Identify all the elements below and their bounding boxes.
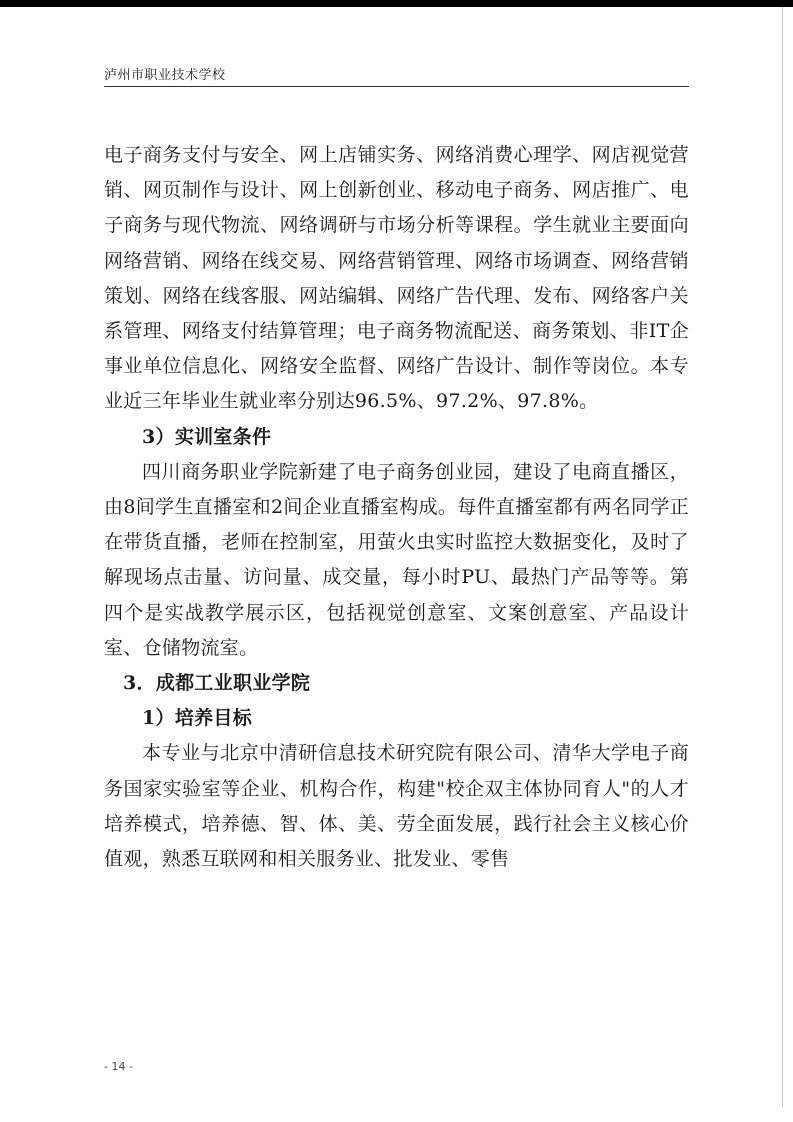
heading-training-room: 3）实训室条件 (142, 425, 272, 448)
scan-top-edge (0, 0, 793, 7)
header-title: 泸州市职业技术学校 (104, 68, 226, 83)
paragraph-training-room: 四川商务职业学院新建了电子商务创业园，建设了电商直播区，由8间学生直播室和2间企业直播室构成。每件直播室都有两名同学正在带货直播，老师在控制室，用萤火虫实时监控大数据变化，及时了解现场点击量、访问量、成交量，每小时PU、最热门产品等等。第四个是实战教学展示区，包括视觉创意室、文案创意室、产品设计室、仓储物流室。 (104, 460, 689, 659)
heading-training-goals: 1）培养目标 (142, 707, 253, 730)
page-body (104, 138, 689, 877)
heading-chengdu-school: 3．成都工业职业学院 (123, 672, 311, 695)
page-number: - 14 - (104, 1060, 133, 1073)
paragraph-career-continuation: 电子商务支付与安全、网上店铺实务、网络消费心理学、网店视觉营销、网页制作与设计、网上创新创业、移动电子商务、网店推广、电子商务与现代物流、网络调研与市场分析等课程。学生就业主要面向网络营销、网络在线交易、网络营销管理、网络市场调查、网络营销策划、网络在线客服、网站编辑、网络广告代理、发布、网络客户关系管理、网络支付结算管理；电子商务物流配送、商务策划、非IT企事业单位信息化、网络安全监督、网络广告设计、制作等岗位。本专业近三年毕业生就业率分别达96.5%、97.2%、97.8%。 (104, 144, 689, 413)
paragraph-training-goals: 本专业与北京中清研信息技术研究院有限公司、清华大学电子商务国家实验室等企业、机构合作，构建"校企双主体协同育人"的人才培养模式，培养德、智、体、美、劳全面发展，践行社会主义核心价值观，熟悉互联网和相关服务业、批发业、零售 (104, 742, 689, 871)
scan-right-edge (782, 7, 783, 1107)
page-header (104, 62, 689, 87)
